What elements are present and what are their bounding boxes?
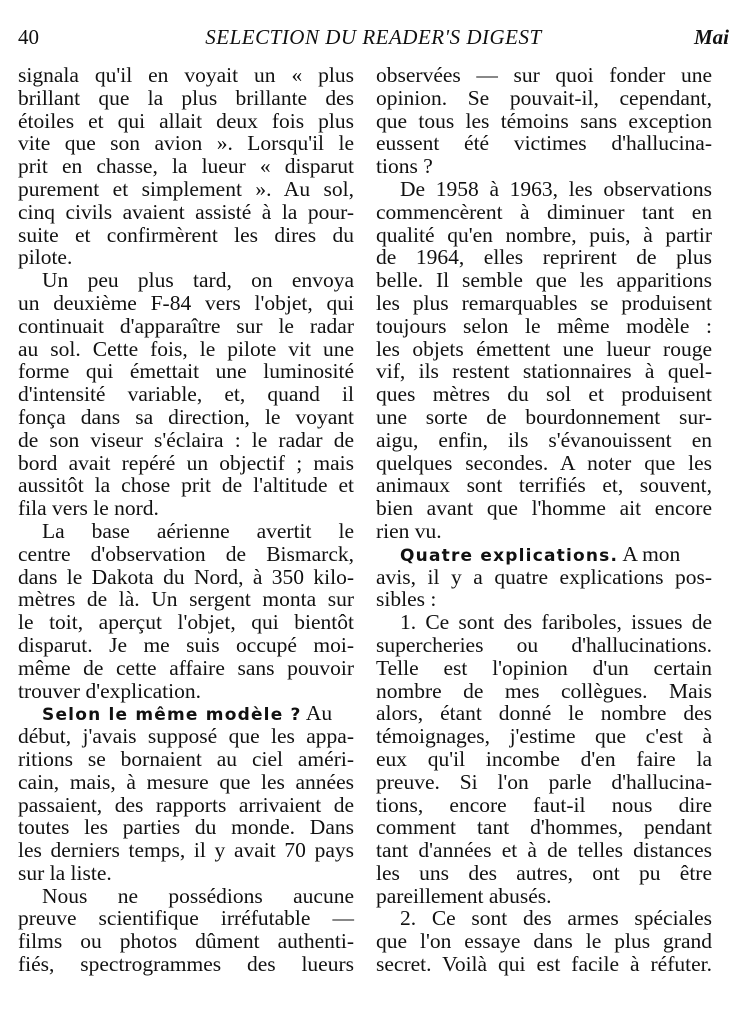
text-line-continuation: A mon	[618, 541, 681, 566]
section-heading: Quatre explications.	[400, 545, 619, 566]
text-line: les plus remarquables se produisent	[376, 290, 712, 315]
text-line: Un peu plus tard, on envoya	[42, 268, 354, 293]
text-line: étoiles et qui allait deux fois plus	[18, 108, 354, 133]
text-line: de son viseur s'éclaira : le radar de	[18, 427, 354, 452]
text-line: tions ?	[376, 154, 433, 179]
text-line: suite et confirmèrent les dires du	[18, 222, 354, 247]
text-line: fila vers le nord.	[18, 496, 159, 521]
running-month: Mai	[693, 25, 729, 49]
text-line: début, j'avais supposé que les appa-	[18, 724, 354, 749]
text-line: tions, encore faut-il nous dire	[376, 792, 712, 817]
text-line: une sorte de bourdonnement sur-	[376, 404, 712, 429]
running-title: SELECTION DU READER'S DIGEST	[205, 25, 542, 49]
text-line: secret. Voilà qui est facile à réfuter.	[376, 952, 712, 977]
text-line: aussitôt la chose prit de l'altitude et	[18, 473, 354, 498]
section-heading: Selon le même modèle ?	[42, 705, 302, 726]
text-line: 1. Ce sont des fariboles, issues de	[400, 610, 712, 635]
text-line: vite que son avion ». Lorsqu'il le	[18, 131, 354, 156]
page-header	[18, 22, 729, 52]
text-line: belle. Il semble que les apparitions	[376, 268, 712, 293]
text-line: prit en chasse, la lueur « disparut	[18, 154, 354, 179]
text-line: fiés, spectrogrammes des lueurs	[18, 952, 354, 977]
text-line: preuve scientifique irréfutable —	[18, 906, 354, 931]
text-line: toutes les parties du monde. Dans	[18, 815, 354, 840]
text-line: même de cette affaire sans pouvoir	[18, 655, 354, 680]
text-line: que tous les témoins sans exception	[376, 108, 712, 133]
text-line: observées — sur quoi fonder une	[376, 63, 712, 87]
text-line: disparut. Je me suis occupé moi-	[18, 632, 354, 657]
text-line: sibles :	[376, 587, 437, 612]
text-line: bien avant que l'homme ait encore	[376, 496, 712, 521]
text-line: continuait d'apparaître sur le radar	[18, 313, 354, 338]
text-line: de 1964, elles reprirent de plus	[376, 245, 712, 270]
text-line: vif, ils restent stationnaires à quel-	[376, 359, 712, 384]
text-line: les objets émettent une lueur rouge	[376, 336, 712, 361]
text-line: signala qu'il en voyait un « plus	[18, 63, 354, 87]
text-line-continuation: Au	[301, 701, 333, 726]
text-line: trouver d'explication.	[18, 678, 201, 703]
text-line: sur la liste.	[18, 860, 112, 885]
text-line-heading	[18, 702, 354, 725]
left-column	[18, 64, 354, 976]
text-line: Telle est l'opinion d'un certain	[376, 655, 712, 680]
text-line: bord avait repéré un objectif ; mais	[18, 450, 354, 475]
text-line: témoignages, j'estime que c'est à	[376, 724, 712, 749]
text-line: La base aérienne avertit le	[42, 518, 354, 543]
text-line: cain, mais, à mesure que les années	[18, 769, 354, 794]
text-line: le toit, aperçut l'objet, qui bientôt	[18, 610, 354, 635]
text-line: cinq civils avaient assisté à la pour-	[18, 199, 354, 224]
text-line: dans le Dakota du Nord, à 350 kilo-	[18, 564, 354, 589]
text-line: les uns des autres, ont pu être	[376, 860, 712, 885]
text-line: les derniers temps, il y avait 70 pays	[18, 838, 354, 863]
text-line: passaient, des rapports arrivaient de	[18, 792, 354, 817]
text-line: eux qu'il incombe d'en faire la	[376, 746, 712, 771]
text-line: au sol. Cette fois, le pilote vit une	[18, 336, 354, 361]
text-line: brillant que la plus brillante des	[18, 85, 354, 110]
text-line: que l'on essaye dans le plus grand	[376, 929, 712, 954]
text-line: forme qui émettait une luminosité	[18, 359, 354, 384]
text-line: alors, étant donné le nombre des	[376, 701, 712, 726]
text-line: eussent été victimes d'hallucina-	[376, 131, 712, 156]
text-line: opinion. Se pouvait-il, cependant,	[376, 85, 712, 110]
text-line: commencèrent à diminuer tant en	[376, 199, 712, 224]
text-line: fonça dans sa direction, le voyant	[18, 404, 354, 429]
text-line: un deuxième F-84 vers l'objet, qui	[18, 290, 354, 315]
right-column	[376, 64, 712, 976]
text-line: Nous ne possédions aucune	[42, 883, 354, 908]
page-number: 40	[18, 25, 39, 49]
text-line-heading	[376, 543, 712, 566]
text-line: mètres de là. Un sergent monta sur	[18, 587, 354, 612]
text-line: rien vu.	[376, 518, 442, 543]
text-line: ritions se bornaient au ciel améri-	[18, 746, 354, 771]
text-line: supercheries ou d'hallucinations.	[376, 632, 712, 657]
text-line: qualité qu'en nombre, puis, à partir	[376, 222, 712, 247]
text-line: De 1958 à 1963, les observations	[400, 176, 712, 201]
text-line: purement et simplement ». Au sol,	[18, 176, 354, 201]
text-line: quelques secondes. A noter que les	[376, 450, 712, 475]
text-line: nombre de mes collègues. Mais	[376, 678, 712, 703]
text-line: tant d'années et à de telles distances	[376, 838, 712, 863]
text-line: d'intensité variable, et, quand il	[18, 382, 354, 407]
text-line: aigu, enfin, ils s'évanouissent en	[376, 427, 712, 452]
text-line: pilote.	[18, 245, 73, 270]
text-line: pareillement abusés.	[376, 883, 552, 908]
text-line: comment tant d'hommes, pendant	[376, 815, 712, 840]
text-line: 2. Ce sont des armes spéciales	[400, 906, 712, 931]
text-line: toujours selon le même modèle :	[376, 313, 712, 338]
text-line: avis, il y a quatre explications pos-	[376, 564, 712, 589]
text-line: films ou photos dûment authenti-	[18, 929, 354, 954]
text-line: preuve. Si l'on parle d'hallucina-	[376, 769, 712, 794]
text-line: centre d'observation de Bismarck,	[18, 541, 354, 566]
text-line: animaux sont terrifiés et, souvent,	[376, 473, 712, 498]
text-line: ques mètres du sol et produisent	[376, 382, 712, 407]
